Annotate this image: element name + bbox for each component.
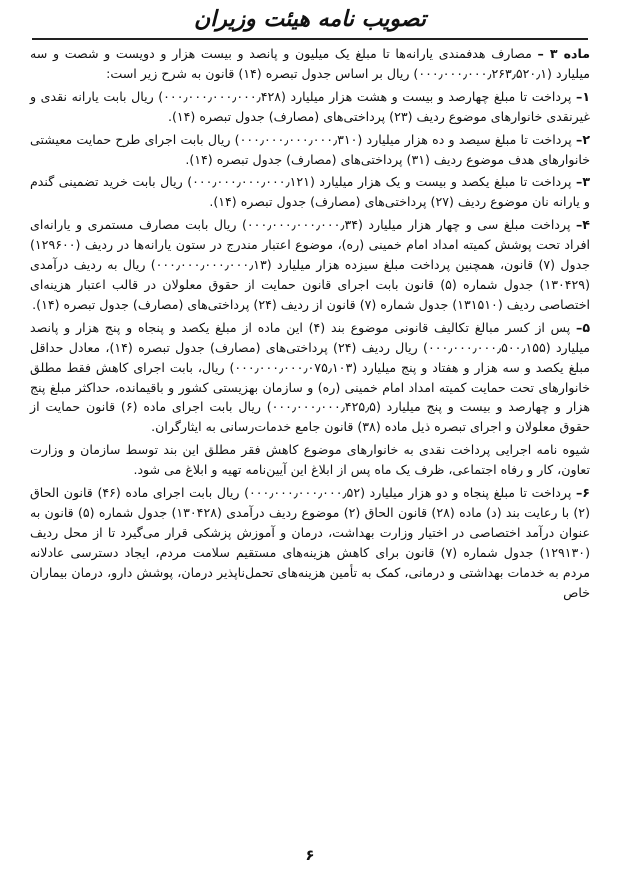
clause-text: پرداخت تا مبلغ یکصد و بیست و یک هزار میلیارد (۰۰۰٫۰۰۰٫۰۰۰٫۰۰۰٫۱۲۱) ریال بابت خرید تضمینی گندم و یارانه نان موضوع ردیف (۲۷) پرداختی‌های (مصارف) جدول تبصره (۱۴). <box>30 174 590 210</box>
clause-number: ۲– <box>576 131 591 147</box>
header-divider <box>32 38 588 40</box>
clause-text: پرداخت تا مبلغ سیصد و ده هزار میلیارد (۰۰۰٫۰۰۰٫۰۰۰٫۰۰۰٫۳۱۰) ریال بابت اجرای طرح حمایت معیشتی خانوارهای هدف موضوع ردیف (۳۱) پرداختی‌های (مصارف) جدول تبصره (۱۴). <box>30 131 590 167</box>
clause-4 <box>30 215 590 315</box>
clause-2 <box>30 130 590 170</box>
clause-text: پرداخت تا مبلغ پنجاه و دو هزار میلیارد (۰۰۰٫۰۰۰٫۰۰۰٫۰۰۰٫۵۲) ریال بابت اجرای ماده (۴۶) قانون الحاق (۲) با رعایت بند (د) ماده (۲۸) قانون الحاق (۲) موضوع ردیف درآمدی (۱۳۰۴۲۸) جدول شماره (۵) قانون به عنوان درآمد اختصاصی در اختیار وزارت بهداشت، درمان و آموزش پزشکی قرار می‌گیرد تا از محل ردیف (۱۲۹۱۳۰) جدول شماره (۷) قانون برای کاهش هزینه‌های مستقیم سلامت مردم، ایجاد دسترسی عادلانه مردم به خدمات بهداشتی و درمانی، کمک به تأمین هزینه‌های تحمل‌ناپذیر درمان، پوشش دارو، درمان بیماران خاص <box>30 485 590 600</box>
document-page <box>30 0 590 878</box>
article-intro-text: مصارف هدفمندی یارانه‌ها تا مبلغ یک میلیون و پانصد و بیست هزار و دویست و شصت و سه میلیارد (۰۰۰٫۰۰۰٫۰۰۰٫۲۶۳٫۵۲۰٫۱) ریال بر اساس جدول تبصره (۱۴) قانون به شرح زیر است: <box>30 46 590 81</box>
clause-number: ۵– <box>576 319 590 335</box>
article-heading: ماده ۳ – <box>537 46 590 61</box>
clause-text: پرداخت تا مبلغ چهارصد و بیست و هشت هزار میلیارد (۰۰۰٫۰۰۰٫۰۰۰٫۰۰۰٫۴۲۸) ریال بابت یارانه نقدی و غیرنقدی خانوارهای موضوع ردیف (۲۳) پرداختی‌های (مصارف) جدول تبصره (۱۴). <box>30 88 590 124</box>
clause-text: پس از کسر مبالغ تکالیف قانونی موضوع بند (۴) این ماده از مبلغ یکصد و پنجاه و پنج هزار و پانصد میلیارد (۰۰۰٫۰۰۰٫۰۰۰٫۵۰۰٫۱۵۵) ریال ردیف (۲۴) پرداختی‌های (مصارف) جدول تبصره (۱۴)، معادل حداقل مبلغ یکصد و سه هزار و هفتاد و پنج میلیارد (۰۰۰٫۰۰۰٫۰۰۰٫۰۷۵٫۱۰۳) ریال، بابت اجرای کاهش فقط مطلق خانوارهای تحت حمایت کمیته امداد امام خمینی (ره) و سازمان بهزیستی کشور و باقیمانده، حداکثر مبلغ پنج هزار و چهارصد و بیست و پنج میلیارد (۰۰۰٫۰۰۰٫۰۰۰٫۴۲۵٫۵) ریال بابت اجرای ماده (۶) قانون حمایت از حقوق معلولان و اجرای تبصره ذیل ماده (۳۸) قانون جامع خدمات‌رسانی به ایثارگران. <box>30 319 591 435</box>
document-header-title: تصویب نامه هیئت وزیران <box>194 6 426 32</box>
clause-1 <box>30 87 590 127</box>
clause-3 <box>30 172 590 212</box>
clause-number: ۳– <box>576 174 590 190</box>
clause-number: ۶– <box>576 485 590 501</box>
article-intro <box>30 44 590 84</box>
clause-number: ۱– <box>576 88 590 104</box>
clause-5-note: شیوه نامه اجرایی پرداخت نقدی به خانوارهای موضوع کاهش فقر مطلق این بند توسط سازمان و وزارت تعاون، کار و رفاه اجتماعی، ظرف یک ماه پس از ابلاغ این آیین‌نامه تهیه و ابلاغ می شود. <box>30 442 590 478</box>
clause-5 <box>30 318 590 437</box>
page-number: ۶ <box>305 846 315 864</box>
clause-6 <box>30 483 590 602</box>
clause-number: ۴– <box>576 217 590 233</box>
clause-text: پرداخت مبلغ سی و چهار هزار میلیارد (۰۰۰٫۰۰۰٫۰۰۰٫۰۰۰٫۳۴) ریال بابت مصارف مستمری و یارانه‌ای افراد تحت پوشش کمیته امداد امام خمینی (ره)، موضوع اعتبار مندرج در ستون یارانه‌ها در ردیف (۱۲۹۶۰۰) جدول (۷) قانون، همچنین پرداخت مبلغ سیزده هزار میلیارد (۰۰۰٫۰۰۰٫۰۰۰٫۰۰۰٫۱۳) ریال به ردیف درآمدی (۱۳۰۴۲۹) جدول شماره (۵) قانون بابت اجرای قانون حمایت از حقوق معلولان در قالب اعتبار هزینه‌ای اختصاصی ردیف (۱۳۱۵۱۰) جدول شماره (۷) قانون از ردیف (۲۴) پرداختی‌های (مصارف) جدول تبصره (۱۴). <box>30 217 590 312</box>
document-body <box>30 44 590 838</box>
